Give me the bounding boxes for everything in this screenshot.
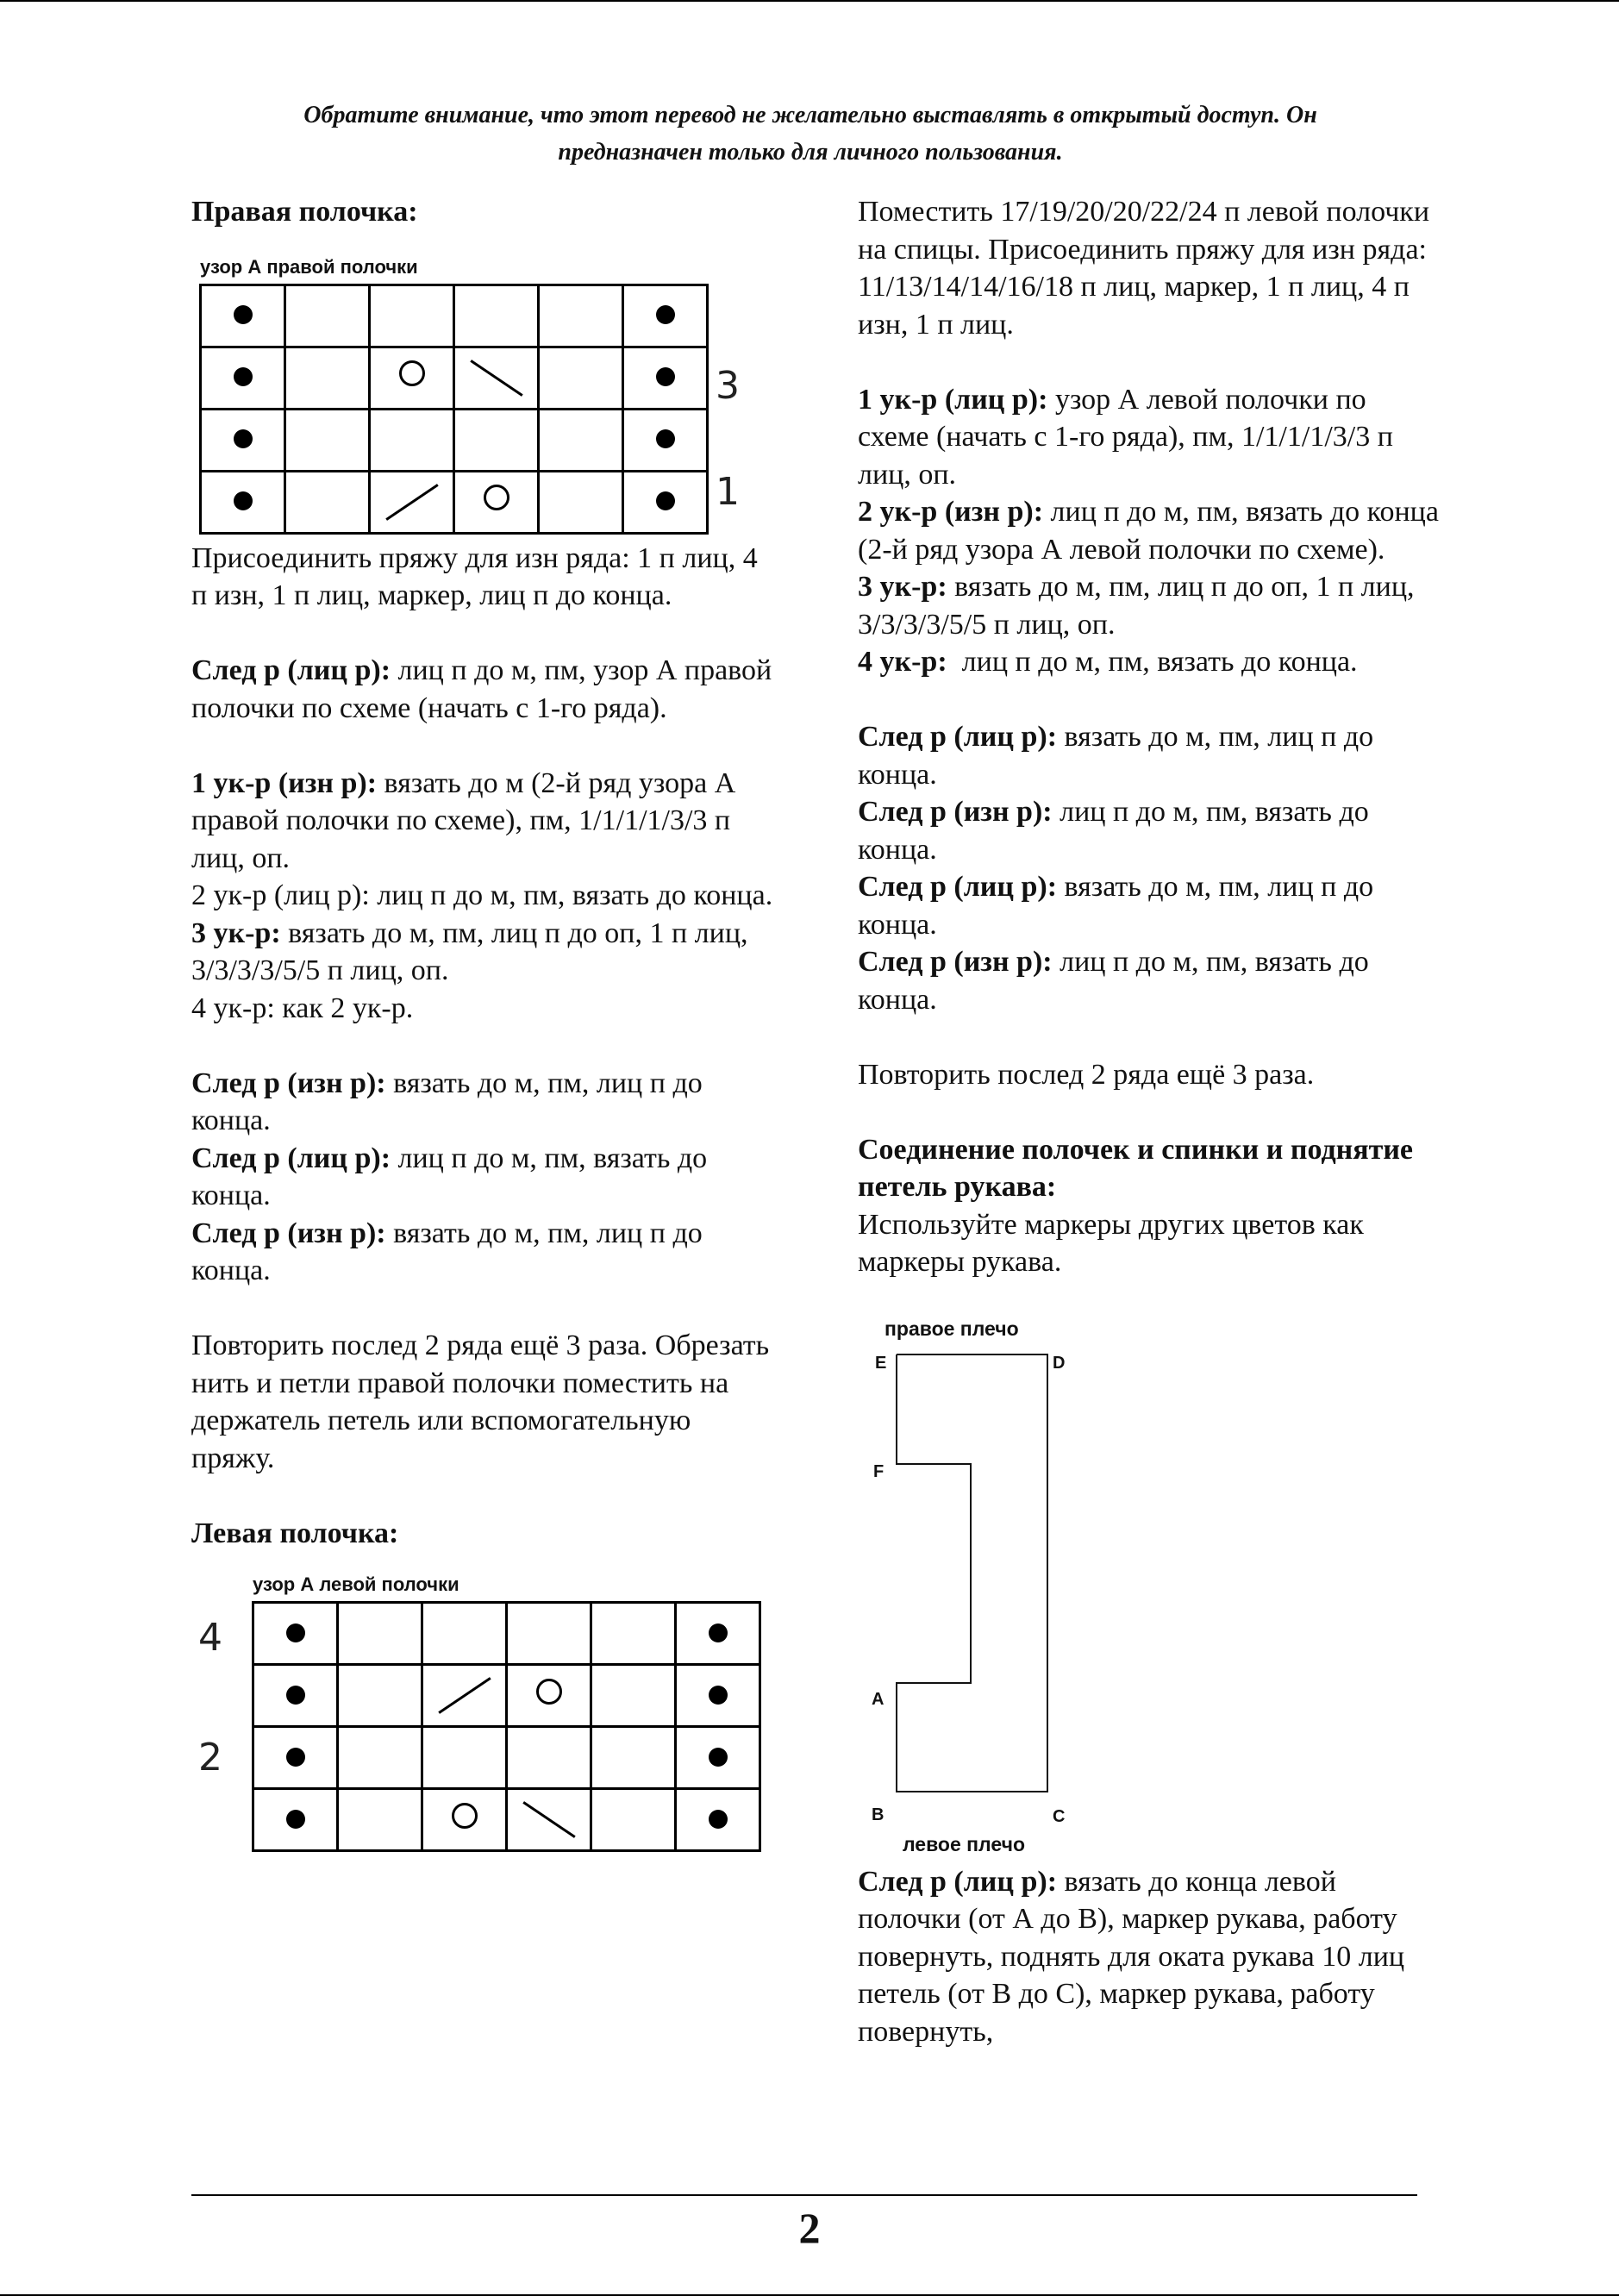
- paragraph: 1 ук-р (изн р): вязать до м (2-й ряд узора А правой полочки по схеме), пм, 1/1/1/1/3/3 п лиц, оп.: [191, 766, 736, 874]
- paragraph: 4 ук-р: как 2 ук-р.: [191, 992, 414, 1024]
- yarn-over-icon: [484, 485, 509, 510]
- purl-dot-icon: [286, 1686, 305, 1705]
- purl-dot-icon: [656, 491, 675, 510]
- paragraph: 3 ук-р: вязать до м, пм, лиц п до оп, 1 п лиц, 3/3/3/3/5/5 п лиц, оп.: [858, 571, 1415, 641]
- purl-dot-icon: [234, 367, 253, 386]
- row-number: 4: [198, 1616, 222, 1660]
- paragraph: 2 ук-р (изн р): лиц п до м, пм, вязать до конца (2-й ряд узора А левой полочки по схеме).: [858, 496, 1439, 566]
- copyright-notice: Обратите внимание, что этот перевод не желательно выставлять в открытый доступ. Он предназначен только для личного пользования.: [303, 102, 1317, 166]
- purl-dot-icon: [234, 305, 253, 324]
- chart-grid: [252, 1601, 761, 1852]
- paragraph: След р (изн р): вязать до м, пм, лиц п до конца.: [191, 1217, 703, 1286]
- purl-dot-icon: [709, 1810, 728, 1829]
- top-border-line: [0, 0, 1619, 2]
- point-f-label: F: [873, 1461, 885, 1481]
- k2tog-decrease-icon: [422, 1665, 507, 1727]
- ssk-decrease-icon: [507, 1789, 591, 1851]
- point-b-label: B: [872, 1805, 885, 1824]
- row-number: 2: [198, 1736, 222, 1780]
- right-column: [858, 193, 1444, 2050]
- paragraph: Повторить послед 2 ряда ещё 3 раза.: [858, 1058, 1315, 1091]
- paragraph: След р (лиц р): лиц п до м, пм, вязать до конца.: [191, 1142, 708, 1211]
- paragraph: Присоединить пряжу для изн ряда: 1 п лиц, 4 п изн, 1 п лиц, маркер, лиц п до конца.: [191, 541, 758, 611]
- point-e-label: E: [875, 1353, 887, 1373]
- chart-a-right-front: [191, 255, 740, 540]
- purl-dot-icon: [656, 429, 675, 448]
- row-number: 1: [716, 469, 740, 514]
- purl-dot-icon: [234, 491, 253, 510]
- yarn-over-icon: [452, 1803, 478, 1829]
- purl-dot-icon: [286, 1810, 305, 1829]
- heading-right-front: Правая полочка:: [191, 196, 418, 228]
- paragraph: След р (изн р): вязать до м, пм, лиц п до конца.: [191, 1067, 703, 1136]
- paragraph: 1 ук-р (лиц р): узор А левой полочки по схеме (начать с 1-го ряда), пм, 1/1/1/1/3/3 п лиц, оп.: [858, 383, 1393, 491]
- heading-join-fronts: Соединение полочек и спинки и поднятие петель рукава:: [858, 1133, 1414, 1203]
- paragraph: 2 ук-р (лиц р): лиц п до м, пм, вязать до конца.: [191, 879, 773, 911]
- chart-title: узор А левой полочки: [253, 1573, 459, 1595]
- page-number: 2: [798, 2204, 821, 2252]
- paragraph: След р (лиц р): вязать до конца левой полочки (от А до В), маркер рукава, работу повернуть, поднять для оката рукава 10 лиц петель (от В до С), маркер рукава, работу повернуть,: [858, 1865, 1405, 2048]
- right-shoulder-label: правое плечо: [885, 1317, 1019, 1340]
- sleeve-diagram-outline: [858, 1307, 1116, 1863]
- left-shoulder-label: левое плечо: [903, 1832, 1025, 1855]
- point-a-label: A: [872, 1689, 885, 1709]
- paragraph: Поместить 17/19/20/20/22/24 п левой полочки на спицы. Присоединить пряжу для изн ряда: 11/13/14/14/16/18 п лиц, маркер, 1 п лиц, 4 п изн, 1 п лиц.: [858, 196, 1430, 341]
- paragraph: 3 ук-р: вязать до м, пм, лиц п до оп, 1 п лиц, 3/3/3/3/5/5 п лиц, оп.: [191, 917, 748, 986]
- row-number: 3: [716, 363, 740, 408]
- paragraph: След р (изн р): лиц п до м, пм, вязать до конца.: [858, 946, 1369, 1016]
- chart-grid: [199, 284, 709, 535]
- purl-dot-icon: [656, 305, 675, 324]
- paragraph: След р (лиц р): вязать до м, пм, лиц п до конца.: [858, 871, 1374, 941]
- k2tog-decrease-icon: [370, 471, 454, 533]
- paragraph: След р (лиц р): вязать до м, пм, лиц п до конца.: [858, 721, 1374, 791]
- chart-a-left-front: [191, 1573, 778, 1857]
- ssk-decrease-icon: [454, 347, 539, 409]
- point-c-label: C: [1053, 1806, 1066, 1826]
- purl-dot-icon: [709, 1623, 728, 1642]
- purl-dot-icon: [656, 367, 675, 386]
- purl-dot-icon: [709, 1686, 728, 1705]
- chart-title: узор А правой полочки: [200, 255, 418, 278]
- paragraph: След р (лиц р): лиц п до м, пм, узор А правой полочки по схеме (начать с 1-го ряда).: [191, 654, 772, 724]
- left-column: [191, 193, 778, 1857]
- paragraph: 4 ук-р: лиц п до м, пм, вязать до конца.: [858, 646, 1358, 678]
- yarn-over-icon: [536, 1679, 562, 1705]
- paragraph: Используйте маркеры других цветов как маркеры рукава.: [858, 1208, 1364, 1278]
- yarn-over-icon: [399, 360, 425, 386]
- paragraph: Повторить послед 2 ряда ещё 3 раза. Обрезать нить и петли правой полочки поместить на держатель петель или вспомогательную пряжу.: [191, 1329, 770, 1474]
- purl-dot-icon: [234, 429, 253, 448]
- purl-dot-icon: [286, 1623, 305, 1642]
- heading-left-front: Левая полочка:: [191, 1517, 399, 1549]
- sleeve-diagram: [858, 1307, 1444, 1863]
- paragraph: След р (изн р): лиц п до м, пм, вязать до конца.: [858, 796, 1369, 866]
- purl-dot-icon: [709, 1748, 728, 1767]
- purl-dot-icon: [286, 1748, 305, 1767]
- point-d-label: D: [1053, 1353, 1066, 1373]
